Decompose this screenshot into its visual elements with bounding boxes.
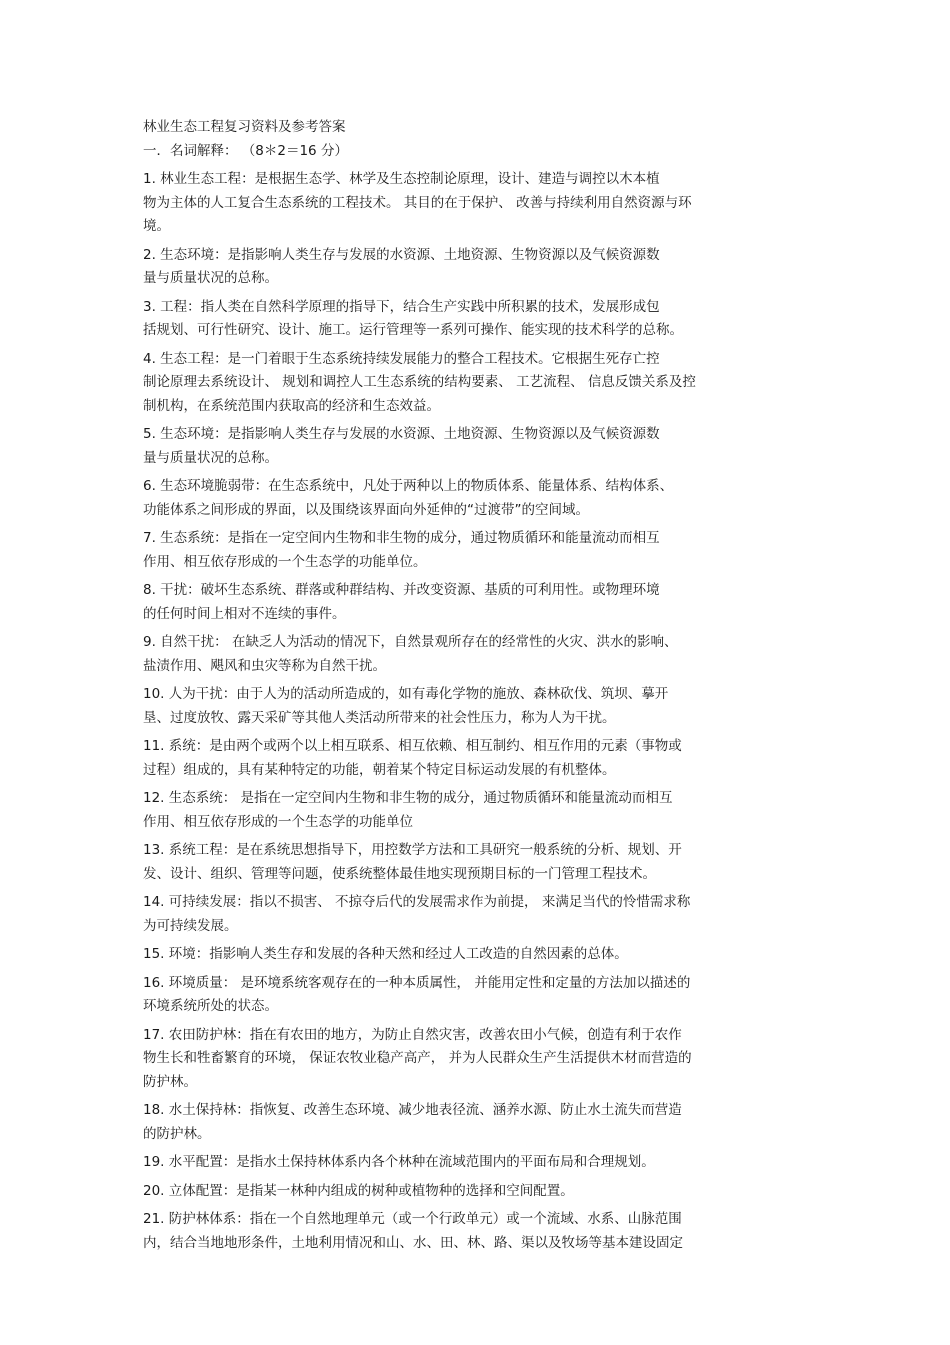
definition-entry — [143, 683, 813, 730]
definition-line: 9. 自然干扰： 在缺乏人为活动的情况下，自然景观所存在的经常性的火灾、洪水的影响、 — [143, 634, 678, 650]
definition-line: 2. 生态环境：是指影响人类生存与发展的水资源、土地资源、生物资源以及气候资源数 — [143, 246, 660, 263]
definition-line: 1. 林业生态工程：是根据生态学、林学及生态控制论原理，设计、建造与调控以木本植 — [143, 171, 660, 187]
definition-line: 功能体系之间形成的界面，以及围绕该界面向外延伸的“过渡带”的空间域。 — [143, 501, 589, 518]
definition-line: 14. 可持续发展：指以不损害、 不掠夺后代的发展需求作为前提， 来满足当代的怜惜需求称 — [143, 894, 691, 910]
definition-line: 为可持续发展。 — [143, 917, 238, 934]
definition-line: 3. 工程：指人类在自然科学原理的指导下，结合生产实践中所积累的技术，发展形成包 — [143, 298, 660, 315]
definition-entry — [143, 1180, 813, 1204]
definition-line: 11. 系统：是由两个或两个以上相互联系、相互依赖、相互制约、相互作用的元素（事物或 — [143, 738, 682, 754]
definition-line: 内，结合当地地形条件，土地利用情况和山、水、田、林、路、渠以及牧场等基本建设固定 — [143, 1234, 683, 1251]
definition-entry — [143, 787, 813, 834]
definition-line: 15. 环境：指影响人类生存和发展的各种天然和经过人工改造的自然因素的总体。 — [143, 946, 628, 962]
definition-entry — [143, 527, 813, 574]
definition-entry — [143, 891, 813, 938]
definition-line: 的防护林。 — [143, 1125, 211, 1142]
definition-line: 4. 生态工程：是一门着眼于生态系统持续发展能力的整合工程技术。它根据生死存亡控 — [143, 350, 660, 367]
definition-line: 5. 生态环境：是指影响人类生存与发展的水资源、土地资源、生物资源以及气候资源数 — [143, 426, 660, 442]
definition-entry — [143, 296, 813, 343]
definition-entry — [143, 168, 813, 239]
definition-line: 8. 干扰：破坏生态系统、群落或种群结构、并改变资源、基质的可利用性。或物理环境 — [143, 582, 660, 598]
definition-line: 20. 立体配置：是指某一林种内组成的树种或植物种的选择和空间配置。 — [143, 1182, 574, 1199]
document-title: 林业生态工程复习资料及参考答案 — [143, 119, 346, 135]
definition-line: 13. 系统工程：是在系统思想指导下，用控数学方法和工具研究一般系统的分析、规划、开 — [143, 842, 682, 858]
definition-entry — [143, 1151, 813, 1175]
definition-line: 19. 水平配置：是指水土保持林体系内各个林种在流域范围内的平面布局和合理规划。 — [143, 1154, 655, 1170]
definition-entry — [143, 579, 813, 626]
definition-line: 21. 防护林体系：指在一个自然地理单元（或一个行政单元）或一个流域、水系、山脉范围 — [143, 1211, 682, 1227]
definition-entry — [143, 1208, 813, 1255]
definition-entry — [143, 943, 813, 967]
definition-entry — [143, 1099, 813, 1146]
definition-entry — [143, 1024, 813, 1095]
definition-entry — [143, 475, 813, 522]
document-body — [143, 118, 813, 1260]
definition-line: 量与质量状况的总称。 — [143, 270, 278, 286]
definition-line: 制机构，在系统范围内获取高的经济和生态效益。 — [143, 397, 440, 414]
definition-line: 作用、相互依存形成的一个生态学的功能单位 — [143, 813, 413, 830]
definition-line: 作用、相互依存形成的一个生态学的功能单位。 — [143, 553, 427, 570]
definition-line: 境。 — [143, 218, 170, 234]
definition-line: 过程）组成的，具有某种特定的功能，朝着某个特定目标运动发展的有机整体。 — [143, 761, 616, 778]
definition-entry — [143, 348, 813, 419]
definition-line: 10. 人为干扰：由于人为的活动所造成的，如有毒化学物的施放、森林砍伐、筑坝、摹开 — [143, 686, 669, 702]
definition-line: 物生长和牲畜繁育的环境， 保证农牧业稳产高产， 并为人民群众生产生活提供木材而营造的 — [143, 1050, 692, 1066]
definition-line: 发、设计、组织、管理等问题，使系统整体最佳地实现预期目标的一门管理工程技术。 — [143, 865, 656, 882]
definition-line: 盐渍作用、飓风和虫灾等称为自然干扰。 — [143, 657, 386, 674]
definition-line: 16. 环境质量： 是环境系统客观存在的一种本质属性， 并能用定性和定量的方法加以描述的 — [143, 974, 691, 991]
definition-entry — [143, 423, 813, 470]
definition-line: 制论原理去系统设计、 规划和调控人工生态系统的结构要素、 工艺流程、 信息反馈关系及控 — [143, 374, 696, 390]
definition-line: 环境系统所处的状态。 — [143, 998, 278, 1014]
definition-entry — [143, 631, 813, 678]
definition-line: 18. 水土保持林：指恢复、改善生态环境、减少地表径流、涵养水源、防止水土流失而营造 — [143, 1102, 682, 1118]
definition-line: 的任何时间上相对不连续的事件。 — [143, 605, 346, 622]
definition-line: 12. 生态系统： 是指在一定空间内生物和非生物的成分，通过物质循环和能量流动而相互 — [143, 790, 673, 806]
definition-entry — [143, 244, 813, 291]
definition-entry — [143, 839, 813, 886]
definition-line: 7. 生态系统：是指在一定空间内生物和非生物的成分，通过物质循环和能量流动而相互 — [143, 530, 660, 546]
definition-line: 量与质量状况的总称。 — [143, 449, 278, 466]
definition-line: 6. 生态环境脆弱带：在生态系统中，凡处于两种以上的物质体系、能量体系、结构体系、 — [143, 478, 674, 494]
definition-entry — [143, 735, 813, 782]
definition-line: 括规划、可行性研究、设计、施工。运行管理等一系列可操作、能实现的技术科学的总称。 — [143, 322, 683, 338]
definition-entry — [143, 972, 813, 1019]
definition-line: 17. 农田防护林：指在有农田的地方，为防止自然灾害，改善农田小气候，创造有利于农作 — [143, 1026, 682, 1043]
definition-line: 防护林。 — [143, 1073, 197, 1090]
definition-line: 物为主体的人工复合生态系统的工程技术。 其目的在于保护、 改善与持续利用自然资源与环 — [143, 194, 692, 211]
definition-list — [143, 168, 813, 1255]
section-heading: 一．名词解释： （8＊2＝16 分） — [143, 143, 348, 159]
definition-line: 垦、过度放牧、露天采矿等其他人类活动所带来的社会性压力，称为人为干扰。 — [143, 709, 616, 726]
